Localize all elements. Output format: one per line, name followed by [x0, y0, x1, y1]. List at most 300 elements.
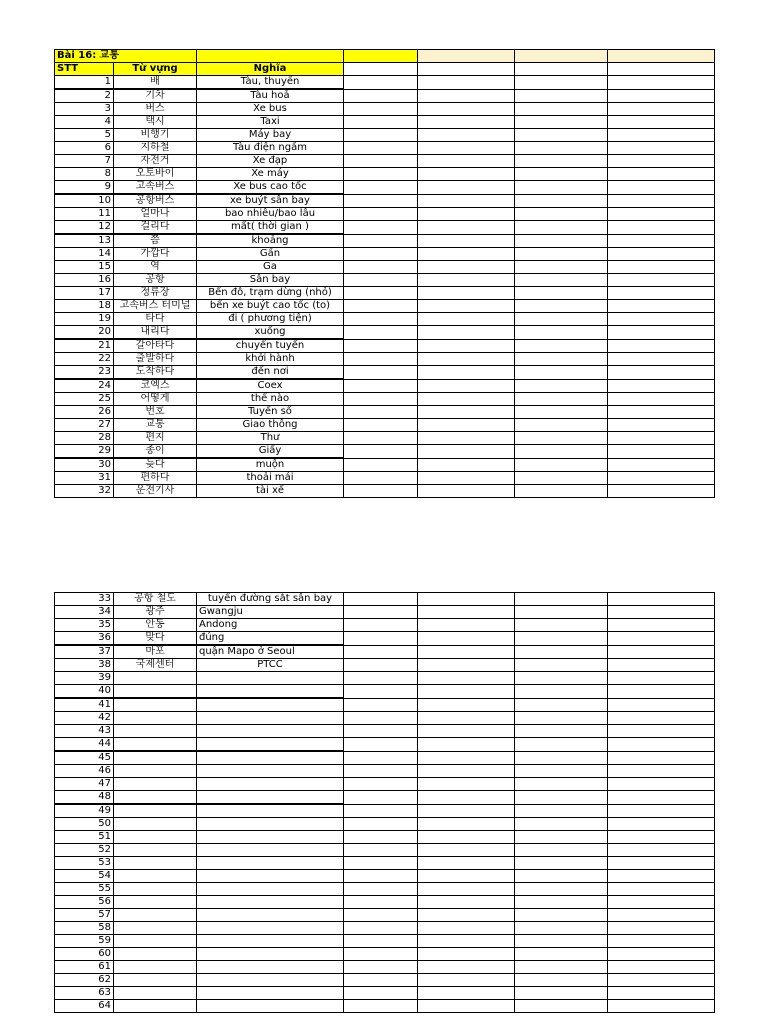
- empty-cell: [418, 645, 515, 659]
- empty-cell: [418, 961, 515, 974]
- empty-cell: [515, 804, 608, 818]
- vietnamese-meaning: tuyến đường sắt sân bay: [197, 593, 344, 606]
- empty-cell: [418, 326, 515, 340]
- table-row: [55, 896, 715, 909]
- empty-cell: [344, 379, 418, 393]
- empty-cell: [418, 883, 515, 896]
- empty-cell: [515, 194, 608, 208]
- vietnamese-meaning: [197, 698, 344, 712]
- empty-cell: [608, 831, 715, 844]
- empty-cell: [608, 248, 715, 261]
- empty-cell: [344, 406, 418, 419]
- row-number: 28: [55, 432, 114, 445]
- empty-cell: [515, 935, 608, 948]
- empty-cell: [608, 883, 715, 896]
- row-number: 44: [55, 738, 114, 752]
- empty-cell: [515, 485, 608, 498]
- vietnamese-meaning: Xe bus: [197, 103, 344, 116]
- empty-cell: [418, 89, 515, 103]
- vietnamese-meaning: chuyển tuyến: [197, 339, 344, 353]
- row-number: 59: [55, 935, 114, 948]
- empty-cell: [608, 485, 715, 498]
- korean-word: 맞다: [114, 632, 197, 646]
- vietnamese-meaning: Tàu điện ngầm: [197, 142, 344, 155]
- empty-cell: [344, 168, 418, 181]
- empty-cell: [515, 857, 608, 870]
- korean-word: [114, 831, 197, 844]
- empty-cell: [418, 300, 515, 313]
- korean-word: [114, 685, 197, 699]
- table-row: [55, 221, 715, 235]
- empty-cell: [515, 818, 608, 831]
- empty-cell: [418, 791, 515, 805]
- table-row: [55, 645, 715, 659]
- table-row: [55, 751, 715, 765]
- vietnamese-meaning: quận Mapo ở Seoul: [197, 645, 344, 659]
- empty-cell: [515, 712, 608, 725]
- empty-cell: [344, 221, 418, 235]
- row-number: 14: [55, 248, 114, 261]
- vietnamese-meaning: bao nhiêu/bao lâu: [197, 208, 344, 221]
- korean-word: 안동: [114, 619, 197, 632]
- empty-cell: [418, 379, 515, 393]
- empty-cell: [344, 472, 418, 485]
- empty-cell: [344, 339, 418, 353]
- table-row: [55, 366, 715, 380]
- korean-word: [114, 987, 197, 1000]
- empty-cell: [515, 870, 608, 883]
- table-row: [55, 712, 715, 725]
- empty-cell: [344, 870, 418, 883]
- row-number: 2: [55, 89, 114, 103]
- empty-cell: [418, 935, 515, 948]
- empty-cell: [608, 804, 715, 818]
- empty-cell: [344, 76, 418, 90]
- korean-word: [114, 896, 197, 909]
- empty-cell: [608, 445, 715, 459]
- table-row: [55, 419, 715, 432]
- empty-cell: [608, 593, 715, 606]
- empty-cell: [344, 274, 418, 287]
- empty-cell: [344, 751, 418, 765]
- empty-cell: [608, 619, 715, 632]
- header-stt: STT: [55, 63, 114, 76]
- empty-cell: [344, 857, 418, 870]
- table-row: [55, 116, 715, 129]
- empty-cell: [515, 831, 608, 844]
- empty-cell: [515, 974, 608, 987]
- empty-cell: [515, 593, 608, 606]
- table-row: [55, 393, 715, 406]
- empty-cell: [418, 1000, 515, 1013]
- row-number: 18: [55, 300, 114, 313]
- table-row: [55, 948, 715, 961]
- empty-cell: [344, 142, 418, 155]
- korean-word: [114, 974, 197, 987]
- vietnamese-meaning: [197, 738, 344, 752]
- empty-cell: [344, 909, 418, 922]
- vietnamese-meaning: [197, 844, 344, 857]
- empty-cell: [608, 857, 715, 870]
- empty-cell: [344, 606, 418, 619]
- row-number: 17: [55, 287, 114, 300]
- empty-cell: [608, 738, 715, 752]
- empty-cell: [344, 103, 418, 116]
- empty-cell: [418, 619, 515, 632]
- korean-word: [114, 909, 197, 922]
- empty-cell: [515, 248, 608, 261]
- korean-word: 종이: [114, 445, 197, 459]
- empty-cell: [608, 844, 715, 857]
- empty-cell: [418, 168, 515, 181]
- row-number: 5: [55, 129, 114, 142]
- empty-cell: [515, 103, 608, 116]
- empty-cell: [515, 393, 608, 406]
- empty-cell: [418, 155, 515, 168]
- empty-cell: [344, 419, 418, 432]
- empty-cell: [418, 922, 515, 935]
- empty-cell: [344, 935, 418, 948]
- empty-cell: [608, 935, 715, 948]
- empty-cell: [515, 181, 608, 195]
- korean-word: 걸리다: [114, 221, 197, 235]
- empty-cell: [418, 393, 515, 406]
- empty-cell: [344, 698, 418, 712]
- empty-cell: [344, 778, 418, 791]
- empty-cell: [608, 129, 715, 142]
- empty-cell: [344, 287, 418, 300]
- empty-cell: [608, 791, 715, 805]
- korean-word: 코엑스: [114, 379, 197, 393]
- empty-cell: [418, 685, 515, 699]
- empty-cell: [418, 948, 515, 961]
- empty-cell: [515, 366, 608, 380]
- empty-cell: [608, 698, 715, 712]
- table-row: [55, 326, 715, 340]
- empty-cell: [515, 155, 608, 168]
- row-number: 64: [55, 1000, 114, 1013]
- empty-cell: [344, 672, 418, 685]
- row-number: 43: [55, 725, 114, 738]
- row-number: 60: [55, 948, 114, 961]
- empty-cell: [344, 129, 418, 142]
- row-number: 13: [55, 234, 114, 248]
- row-number: 27: [55, 419, 114, 432]
- row-number: 6: [55, 142, 114, 155]
- empty-cell: [418, 987, 515, 1000]
- empty-cell: [608, 261, 715, 274]
- empty-cell: [418, 738, 515, 752]
- empty-cell: [344, 234, 418, 248]
- empty-cell: [515, 738, 608, 752]
- table-row: [55, 76, 715, 90]
- empty-cell: [344, 948, 418, 961]
- empty-cell: [418, 353, 515, 366]
- vietnamese-meaning: Bến đỗ, trạm dừng (nhỏ): [197, 287, 344, 300]
- table-row: [55, 248, 715, 261]
- empty-cell: [418, 248, 515, 261]
- empty-cell: [608, 818, 715, 831]
- lesson-title: Bài 16: 교통: [55, 50, 197, 63]
- empty-cell: [515, 791, 608, 805]
- empty-cell: [515, 896, 608, 909]
- row-number: 21: [55, 339, 114, 353]
- table-row: [55, 142, 715, 155]
- table-row: [55, 883, 715, 896]
- empty-cell: [608, 339, 715, 353]
- korean-word: [114, 698, 197, 712]
- vietnamese-meaning: đến nơi: [197, 366, 344, 380]
- empty-cell: [344, 725, 418, 738]
- vietnamese-meaning: [197, 987, 344, 1000]
- empty-cell: [515, 458, 608, 472]
- empty-cell: [344, 804, 418, 818]
- empty-cell: [418, 909, 515, 922]
- empty-cell: [515, 685, 608, 699]
- row-number: 51: [55, 831, 114, 844]
- vietnamese-meaning: Giấy: [197, 445, 344, 459]
- korean-word: [114, 791, 197, 805]
- korean-word: 비행기: [114, 129, 197, 142]
- table-row: [55, 659, 715, 672]
- vietnamese-meaning: [197, 896, 344, 909]
- empty-cell: [608, 645, 715, 659]
- empty-cell: [344, 116, 418, 129]
- vietnamese-meaning: [197, 804, 344, 818]
- empty-cell: [608, 632, 715, 646]
- empty-cell: [418, 458, 515, 472]
- empty-cell: [515, 922, 608, 935]
- empty-cell: [418, 234, 515, 248]
- vietnamese-meaning: [197, 909, 344, 922]
- empty-cell: [344, 393, 418, 406]
- empty-cell: [344, 485, 418, 498]
- empty-cell: [344, 896, 418, 909]
- korean-word: 타다: [114, 313, 197, 326]
- header-row: [55, 63, 715, 76]
- vietnamese-meaning: [197, 818, 344, 831]
- empty-cell: [608, 326, 715, 340]
- empty-cell: [515, 961, 608, 974]
- empty-cell: [418, 221, 515, 235]
- empty-cell: [418, 712, 515, 725]
- empty-cell: [608, 896, 715, 909]
- table-row: [55, 472, 715, 485]
- table-row: [55, 974, 715, 987]
- empty-cell: [418, 313, 515, 326]
- vietnamese-meaning: Gwangju: [197, 606, 344, 619]
- header-meaning: Nghĩa: [197, 63, 344, 76]
- row-number: 19: [55, 313, 114, 326]
- row-number: 39: [55, 672, 114, 685]
- empty-cell: [418, 181, 515, 195]
- vietnamese-meaning: thoải mái: [197, 472, 344, 485]
- table-row: [55, 313, 715, 326]
- row-number: 41: [55, 698, 114, 712]
- vietnamese-meaning: Ga: [197, 261, 344, 274]
- empty-cell: [608, 419, 715, 432]
- empty-cell: [515, 129, 608, 142]
- korean-word: 쯤: [114, 234, 197, 248]
- korean-word: 공항: [114, 274, 197, 287]
- empty-cell: [515, 406, 608, 419]
- table-row: [55, 1000, 715, 1013]
- table-row: [55, 831, 715, 844]
- empty-cell: [344, 961, 418, 974]
- empty-cell: [418, 116, 515, 129]
- empty-cell: [344, 155, 418, 168]
- empty-cell: [344, 632, 418, 646]
- empty-cell: [608, 287, 715, 300]
- title-row: [55, 50, 715, 63]
- empty-cell: [515, 221, 608, 235]
- row-number: 10: [55, 194, 114, 208]
- empty-cell: [515, 472, 608, 485]
- vietnamese-meaning: xe buýt sân bay: [197, 194, 344, 208]
- row-number: 23: [55, 366, 114, 380]
- korean-word: [114, 883, 197, 896]
- empty-cell: [418, 778, 515, 791]
- table-row: [55, 234, 715, 248]
- table-row: [55, 432, 715, 445]
- vietnamese-meaning: [197, 974, 344, 987]
- table-row: [55, 870, 715, 883]
- empty-cell: [515, 1000, 608, 1013]
- vietnamese-meaning: Coex: [197, 379, 344, 393]
- table-row: [55, 129, 715, 142]
- korean-word: 도착하다: [114, 366, 197, 380]
- table-row: [55, 844, 715, 857]
- vietnamese-meaning: Taxi: [197, 116, 344, 129]
- empty-cell: [344, 458, 418, 472]
- empty-cell: [418, 896, 515, 909]
- row-number: 62: [55, 974, 114, 987]
- vietnamese-meaning: đúng: [197, 632, 344, 646]
- row-number: 11: [55, 208, 114, 221]
- table-row: [55, 274, 715, 287]
- korean-word: [114, 935, 197, 948]
- row-number: 31: [55, 472, 114, 485]
- vietnamese-meaning: Tàu hoả: [197, 89, 344, 103]
- empty-cell: [344, 987, 418, 1000]
- empty-cell: [418, 419, 515, 432]
- korean-word: 공항버스: [114, 194, 197, 208]
- empty-cell: [608, 168, 715, 181]
- row-number: 22: [55, 353, 114, 366]
- table-row: [55, 818, 715, 831]
- row-number: 57: [55, 909, 114, 922]
- vietnamese-meaning: [197, 883, 344, 896]
- empty-cell: [418, 632, 515, 646]
- empty-cell: [515, 168, 608, 181]
- row-number: 63: [55, 987, 114, 1000]
- row-number: 25: [55, 393, 114, 406]
- korean-word: [114, 922, 197, 935]
- korean-word: 배: [114, 76, 197, 90]
- empty-cell: [344, 883, 418, 896]
- empty-cell: [608, 406, 715, 419]
- empty-cell: [608, 116, 715, 129]
- table-row: [55, 987, 715, 1000]
- korean-word: [114, 1000, 197, 1013]
- korean-word: 교통: [114, 419, 197, 432]
- korean-word: [114, 738, 197, 752]
- vietnamese-meaning: [197, 725, 344, 738]
- vietnamese-meaning: PTCC: [197, 659, 344, 672]
- korean-word: 역: [114, 261, 197, 274]
- vietnamese-meaning: Tuyến số: [197, 406, 344, 419]
- empty-cell: [418, 194, 515, 208]
- empty-cell: [418, 485, 515, 498]
- korean-word: 운전기사: [114, 485, 197, 498]
- korean-word: 오토바이: [114, 168, 197, 181]
- empty-cell: [608, 234, 715, 248]
- empty-cell: [515, 883, 608, 896]
- empty-cell: [344, 181, 418, 195]
- empty-cell: [515, 432, 608, 445]
- empty-cell: [608, 313, 715, 326]
- empty-cell: [344, 208, 418, 221]
- korean-word: 편하다: [114, 472, 197, 485]
- korean-word: [114, 948, 197, 961]
- empty-cell: [418, 765, 515, 778]
- table-row: [55, 458, 715, 472]
- empty-cell: [515, 300, 608, 313]
- empty-cell: [608, 379, 715, 393]
- row-number: 8: [55, 168, 114, 181]
- vietnamese-meaning: Tàu, thuyền: [197, 76, 344, 90]
- row-number: 15: [55, 261, 114, 274]
- empty-cell: [608, 961, 715, 974]
- empty-cell: [608, 366, 715, 380]
- table-row: [55, 619, 715, 632]
- empty-cell: [608, 1000, 715, 1013]
- korean-word: [114, 844, 197, 857]
- empty-cell: [515, 274, 608, 287]
- table-row: [55, 765, 715, 778]
- table-row: [55, 261, 715, 274]
- korean-word: [114, 712, 197, 725]
- table-row: [55, 353, 715, 366]
- row-number: 52: [55, 844, 114, 857]
- table-row: [55, 632, 715, 646]
- empty-cell: [344, 248, 418, 261]
- table-row: [55, 406, 715, 419]
- korean-word: 자전거: [114, 155, 197, 168]
- korean-word: 고속버스: [114, 181, 197, 195]
- vietnamese-meaning: [197, 672, 344, 685]
- vietnamese-meaning: [197, 831, 344, 844]
- table-row: [55, 857, 715, 870]
- empty-cell: [515, 89, 608, 103]
- empty-cell: [515, 751, 608, 765]
- korean-word: [114, 870, 197, 883]
- table-row: [55, 804, 715, 818]
- vietnamese-meaning: [197, 712, 344, 725]
- empty-cell: [344, 326, 418, 340]
- table-row: [55, 935, 715, 948]
- table-row: [55, 103, 715, 116]
- korean-word: [114, 725, 197, 738]
- row-number: 45: [55, 751, 114, 765]
- empty-cell: [418, 432, 515, 445]
- empty-cell: [608, 870, 715, 883]
- empty-cell: [515, 844, 608, 857]
- korean-word: 내리다: [114, 326, 197, 340]
- empty-cell: [608, 76, 715, 90]
- empty-cell: [344, 366, 418, 380]
- empty-cell: [418, 974, 515, 987]
